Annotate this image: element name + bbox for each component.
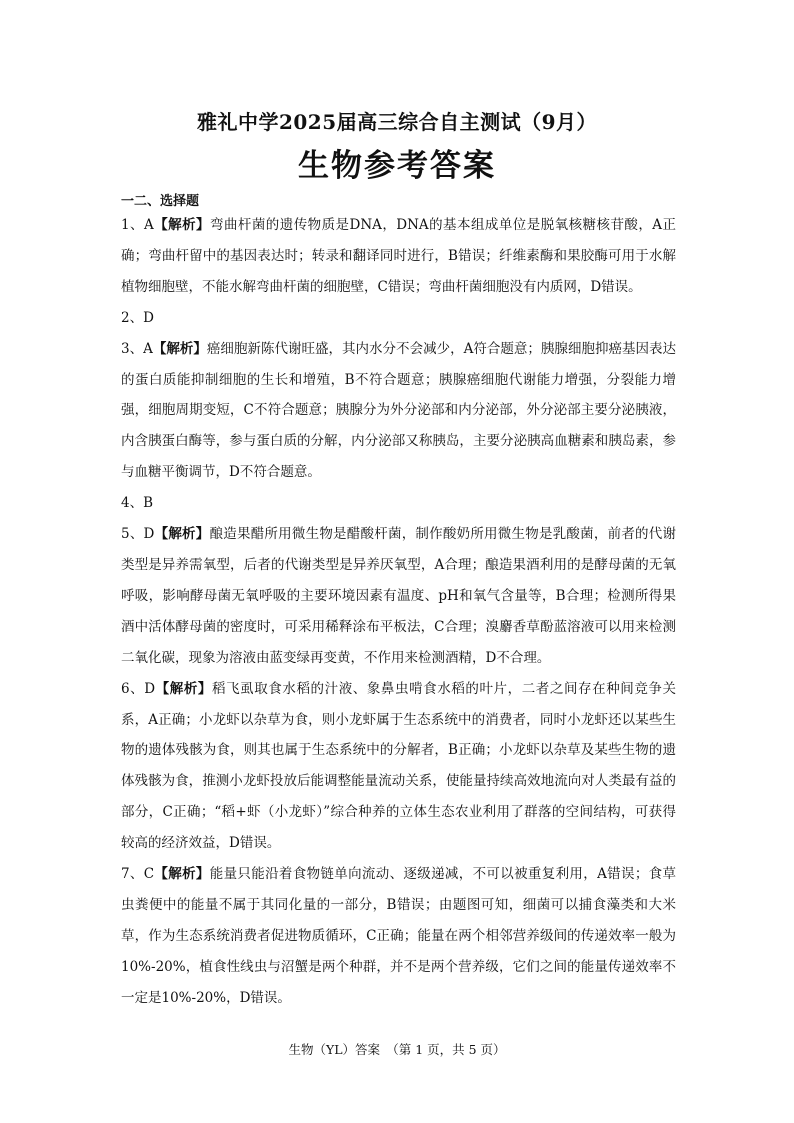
analysis-text: 弯曲杆菌的遗传物质是DNA，DNA的基本组成单位是脱氧核糖核苷酸，A正确；弯曲杆留中的基因表达时；转录和翻译同时进行，B错误；纤维素酶和果胶酶可用于水解植物细胞壁，不能水解弯曲杆菌的细胞壁，C错误；弯曲杆菌细胞没有内质网，D错误。 [121,217,676,295]
answer-list [121,210,676,1014]
analysis-text: 能量只能沿着食物链单向流动、逐级递减，不可以被重复利用，A错误；食草虫粪便中的能量不属于其同化量的一部分，B错误；由题图可知，细菌可以捕食藻类和大米草，作为生态系统消费者促进物质循环，C正确；能量在两个相邻营养级间的传递效率一般为10%-20%，植食性线虫与沼蟹是两个种群，并不是两个营养级，它们之间的能量传递效率不一定是10%-20%，D错误。 [121,866,677,1006]
analysis-text: 癌细胞新陈代谢旺盛，其内水分不会减少，A符合题意；胰腺细胞抑癌基因表达的蛋白质能抑制细胞的生长和增殖，B不符合题意；胰腺癌细胞代谢能力增强，分裂能力增强，细胞周期变短，C不符合题意；胰腺分为外分泌部和内分泌部，外分泌部主要分泌胰液，内含胰蛋白酶等，参与蛋白质的分解，内分泌部又称胰岛，主要分泌胰高血糖素和胰岛素，参与血糖平衡调节，D不符合题意。 [121,340,677,481]
answer-number: 7、C [121,866,155,883]
analysis-tag: 【解析】 [154,866,210,883]
answer-number: 6、D [121,680,156,697]
answer-item-6 [121,674,676,859]
answer-number: 3、A [121,340,153,357]
answer-number: 1、A [121,217,154,233]
answer-item-4 [121,488,676,519]
answer-item-7 [121,859,676,1014]
analysis-tag: 【解析】 [154,526,210,543]
answer-item-3 [121,334,676,489]
answer-number: 4、B [121,495,154,512]
answer-item-1 [121,210,676,303]
analysis-text: 稻飞虱取食水稻的汁液、象鼻虫啃食水稻的叶片，二者之间存在种间竞争关系，A正确；小龙虾以杂草为食，则小龙虾属于生态系统中的消费者，同时小龙虾还以某些生物的遗体残骸为食，则其也属于生态系统中的分解者，B正确；小龙虾以杂草及某些生物的遗体残骸为食，推测小龙虾投放后能调整能量流动关系，使能量持续高效地流向对人类最有益的部分，C正确；“稻+虾（小龙虾）”综合种养的立体生态农业利用了群落的空间结构，可获得较高的经济效益，D错误。 [121,680,677,852]
page-footer: 生物（YL）答案 （第 1 页，共 5 页） [288,1042,506,1057]
analysis-tag: 【解析】 [152,340,207,357]
analysis-tag: 【解析】 [155,680,212,697]
analysis-text: 酿造果醋所用微生物是醋酸杆菌，制作酸奶所用微生物是乳酸菌，前者的代谢类型是异养需氧型，后者的代谢类型是异养厌氧型，A合理；酿造果酒利用的是酵母菌的无氧呼吸，影响酵母菌无氧呼吸的主要环境因素有温度、pH和氧气含量等，B合理；检测所得果酒中活体酵母菌的密度时，可采用稀释涂布平板法，C合理；溴麝香草酚蓝溶液可以用来检测二氧化碳，现象为溶液由蓝变绿再变黄，不作用来检测酒精，D不合理。 [121,526,677,666]
section-heading: 一二、选择题 [121,194,200,209]
exam-title: 雅礼中学2025届高三综合自主测试（9月） [196,110,598,134]
answer-item-5 [121,519,676,674]
answer-number: 2、D [121,309,154,326]
answer-item-2 [121,303,676,334]
page-title: 生物参考答案 [298,148,496,184]
analysis-tag: 【解析】 [153,217,210,233]
answer-number: 5、D [121,526,155,543]
